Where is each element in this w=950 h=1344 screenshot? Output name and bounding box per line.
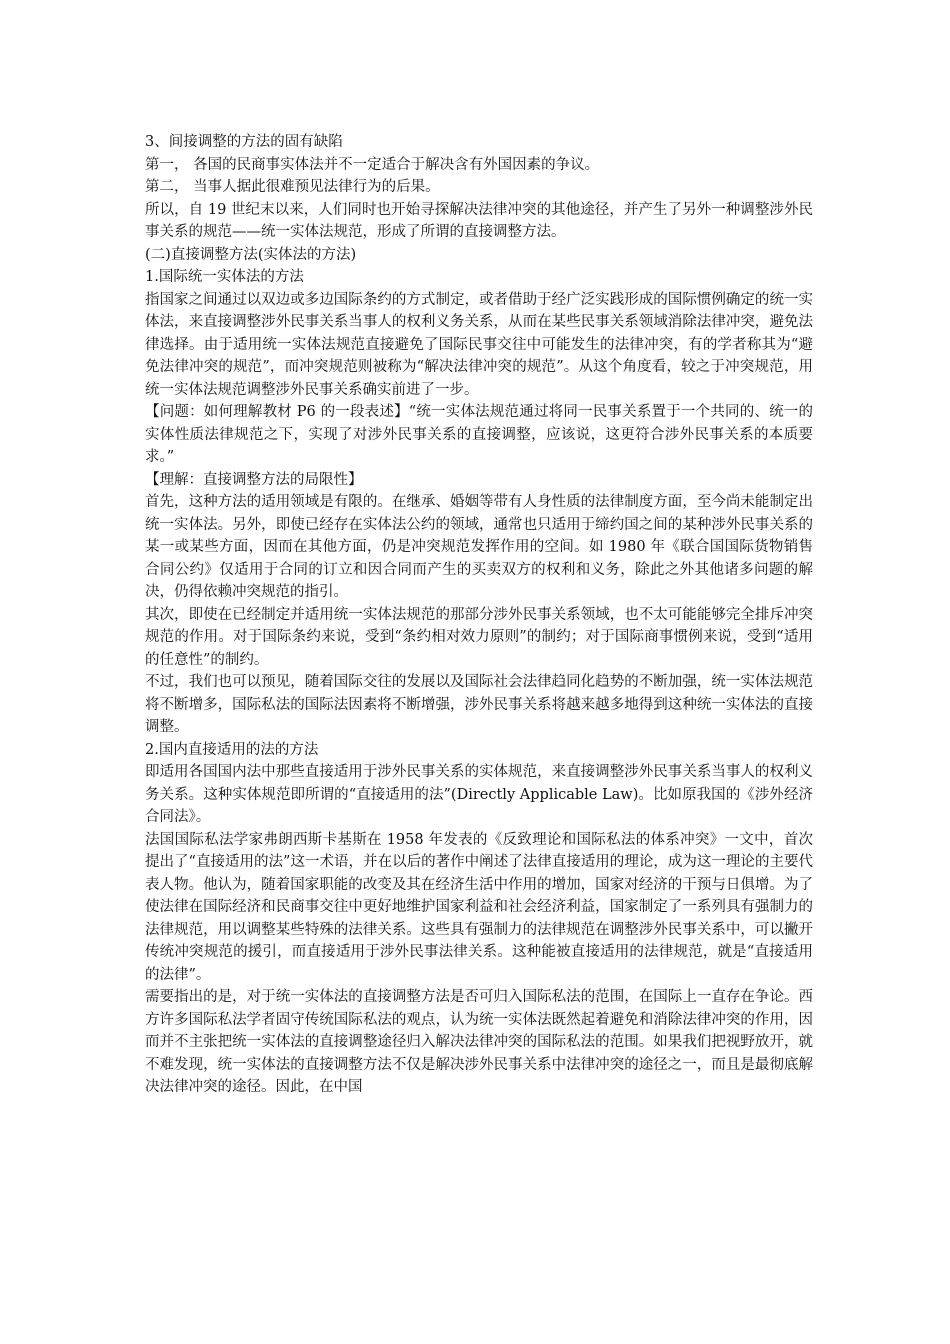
paragraph-consequence: 所以，自 19 世纪末以来，人们同时也开始寻探解决法律冲突的其他途径，并产生了另外一种调整涉外民事关系的规范——统一实体法规范，形成了所谓的直接调整方法。 (145, 201, 813, 240)
paragraph-second-point: 第二， 当事人据此很难预见法律行为的后果。 (145, 179, 440, 195)
heading-international-uniform-law: 1.国际统一实体法的方法 (145, 269, 304, 285)
paragraph-first-limit: 首先，这种方法的适用领域是有限的。在继承、婚姻等带有人身性质的法律制度方面，至今尚未能制定出统一实体法。另外，即使已经存在实体法公约的领域，通常也只适用于缔约国之间的某种涉外民事关系的某一或某些方面，因而在其他方面，仍是冲突规范发挥作用的空间。如 1980 年《联合国国际货物销售合同公约》仅适用于合同的订立和因合同而产生的买卖双方的权利和义务，除此之外其他诸多问题的解决，仍得依赖冲突规范的指引。 (145, 494, 813, 600)
paragraph-uniform-law-definition: 指国家之间通过以双边或多边国际条约的方式制定，或者借助于经广泛实践形成的国际惯例确定的统一实体法，来直接调整涉外民事关系当事人的权利义务关系，从而在某些民事关系领域消除法律冲突，避免法律选择。由于适用统一实体法规范直接避免了国际民事交往中可能发生的法律冲突，有的学者称其为“避免法律冲突的规范”，而冲突规范则被称为“解决法律冲突的规范”。从这个角度看，较之于冲突规范，用统一实体法规范调整涉外民事关系确实前进了一步。 (145, 291, 813, 398)
heading-direct-method: (二)直接调整方法(实体法的方法) (145, 246, 357, 263)
paragraph-second-limit: 其次，即使在已经制定并适用统一实体法规范的那部分涉外民事关系领域，也不太可能能够完全排斥冲突规范的作用。对于国际条约来说，受到“条约相对效力原则”的制约；对于国际商事惯例来说，受到“适用的任意性”的制约。 (145, 606, 813, 668)
paragraph-outlook: 不过，我们也可以预见，随着国际交往的发展以及国际社会法律趋同化趋势的不断加强，统一实体法规范将不断增多，国际私法的国际法因素将不断增强，涉外民事关系将越来越多地得到这种统一实体法的直接调整。 (145, 674, 813, 735)
paragraph-controversy: 需要指出的是，对于统一实体法的直接调整方法是否可归入国际私法的范围，在国际上一直存在争论。西方许多国际私法学者固守传统国际私法的观点，认为统一实体法既然起着避免和消除法律冲突的作用，因而并不主张把统一实体法的直接调整途径归入解决法律冲突的国际私法的范围。如果我们把视野放开，就不难发现，统一实体法的直接调整方法不仅是解决涉外民事关系中法律冲突的途径之一，而且是最彻底解决法律冲突的途径。因此，在中国 (145, 989, 813, 1095)
heading-indirect-method-defects: 3、间接调整的方法的固有缺陷 (145, 134, 343, 150)
paragraph-directly-applicable-law: 即适用各国国内法中那些直接适用于涉外民事关系的实体规范，来直接调整涉外民事关系当事人的权利义务关系。这种实体规范即所谓的“直接适用的法”(Directly Applicable Law)。比如原我国的《涉外经济合同法》。 (145, 764, 813, 825)
heading-understanding-limits: 【理解：直接调整方法的局限性】 (145, 471, 363, 488)
paragraph-first-point: 第一， 各国的民商事实体法并不一定适合于解决含有外国因素的争议。 (145, 156, 600, 173)
heading-domestic-direct-law: 2.国内直接适用的法的方法 (145, 741, 319, 758)
document-page (145, 131, 813, 1099)
paragraph-francescakis: 法国国际私法学家弗朗西斯卡基斯在 1958 年发表的《反致理论和国际私法的体系冲突》一文中，首次提出了“直接适用的法”这一术语，并在以后的著作中阐述了法律直接适用的理论，成为这一理论的主要代表人物。他认为，随着国家职能的改变及其在经济生活中作用的增加，国家对经济的干预与日俱增。为了使法律在国际经济和民商事交往中更好地维护国家利益和社会经济利益，国家制定了一系列具有强制力的法律规范，用以调整某些特殊的法律关系。这些具有强制力的法律规范在调整涉外民事关系中，可以撇开传统冲突规范的援引，而直接适用于涉外民事法律关系。这种能被直接适用的法律规范，就是“直接适用的法律”。 (145, 831, 813, 983)
paragraph-question: 【问题：如何理解教材 P6 的一段表述】“统一实体法规范通过将同一民事关系置于一个共同的、统一的实体性质法律规范之下，实现了对涉外民事关系的直接调整，应该说，这更符合涉外民事关系的本质要求。” (145, 404, 813, 465)
